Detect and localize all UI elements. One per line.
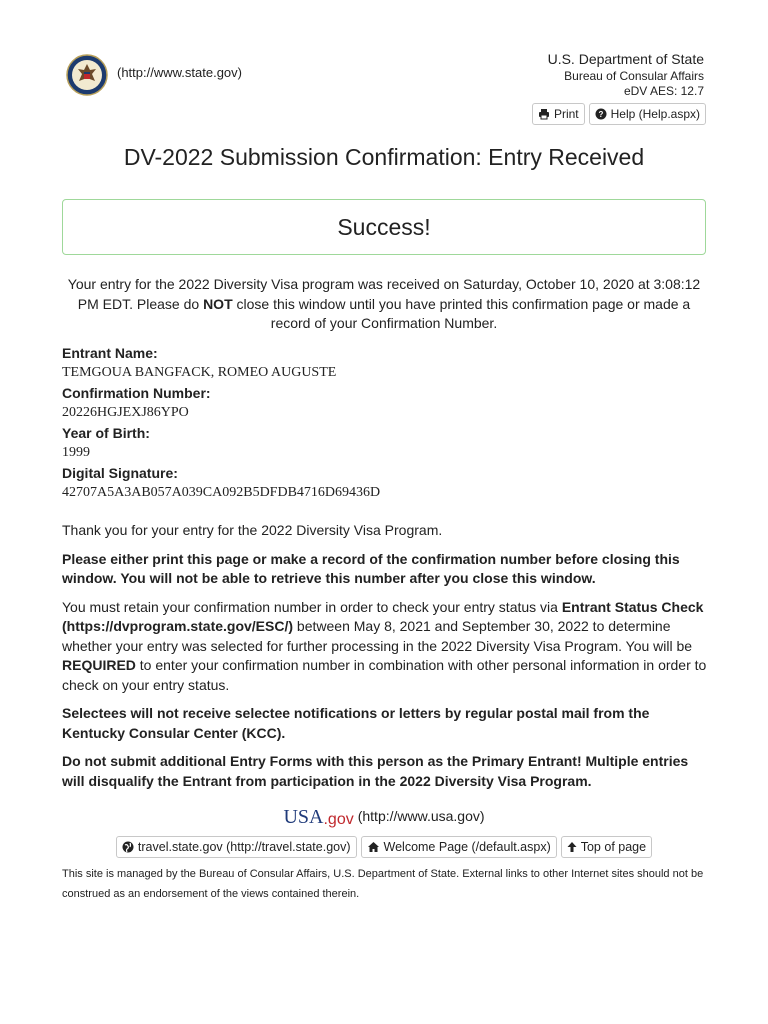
retain-text-3: to enter your confirmation number in combination with other personal information in order to check on your entry status.: [62, 657, 707, 693]
arrow-up-icon: [567, 841, 577, 853]
retain-text-1: You must retain your confirmation number in order to check your entry status via: [62, 598, 562, 615]
help-label: Help (Help.aspx): [610, 107, 700, 121]
multiple-entries-warning: [62, 752, 710, 791]
success-message: Success!: [337, 213, 431, 240]
intro-paragraph: [62, 275, 706, 334]
selectees-notice: [62, 704, 710, 743]
entrant-name-value: TEMGOUA BANGFACK, ROMEO AUGUSTE: [62, 365, 337, 380]
selectees-notice-text: Selectees will not receive selectee notifications or letters by regular postal mail from the Kentucky Consular Center (KCC).: [62, 705, 650, 741]
globe-icon: [122, 841, 134, 853]
multiple-entries-warning-text: Do not submit additional Entry Forms with this person as the Primary Entrant! Multiple entries will disqualify the Entrant from participation in the 2022 Diversity Visa Program.: [62, 753, 689, 789]
department-of-state-seal-icon[interactable]: [66, 54, 108, 96]
intro-text-2: close this window until you have printed this confirmation page or made a record of your Confirmation Number.: [232, 295, 691, 331]
usa-gov-row: [0, 803, 768, 829]
top-label: Top of page: [580, 840, 647, 854]
bureau-name: Bureau of Consular Affairs: [564, 69, 704, 83]
usa-logo-gov: .gov: [323, 811, 354, 828]
print-warning: [62, 550, 710, 589]
print-warning-text: Please either print this page or make a record of the confirmation number before closing this window. You will not be able to retrieve this number after you close this window.: [62, 550, 680, 586]
retain-paragraph: [62, 598, 710, 696]
department-name: U.S. Department of State: [547, 51, 704, 67]
instructions: [62, 521, 710, 800]
print-button[interactable]: [532, 103, 585, 125]
year-of-birth-label: Year of Birth:: [62, 425, 150, 441]
state-gov-link[interactable]: (http://www.state.gov): [117, 65, 242, 80]
success-panel: [62, 199, 706, 255]
home-icon: [367, 841, 380, 853]
entry-details: [62, 343, 706, 503]
welcome-label: Welcome Page (/default.aspx): [383, 840, 551, 854]
app-version: eDV AES: 12.7: [623, 84, 704, 98]
usa-gov-link[interactable]: (http://www.usa.gov): [357, 808, 485, 824]
retain-text-2: between May 8, 2021 and September 30, 2022 to determine whether your entry was selected for further processing in the 2022 Diversity Visa Program. You will be: [62, 618, 693, 654]
help-button[interactable]: [589, 103, 706, 125]
usa-logo-main: USA: [283, 806, 324, 828]
travel-label: travel.state.gov (http://travel.state.gov): [137, 840, 351, 854]
confirmation-number-label: Confirmation Number:: [62, 385, 211, 401]
thank-you-text: Thank you for your entry for the 2022 Diversity Visa Program.: [62, 522, 443, 538]
svg-text:?: ?: [598, 110, 604, 119]
digital-signature-value: 42707A5A3AB057A039CA092B5DFDB4716D69436D: [62, 485, 381, 500]
page-header: [0, 0, 768, 130]
print-label: Print: [553, 107, 579, 121]
top-of-page-button[interactable]: [561, 836, 652, 858]
page-title: DV-2022 Submission Confirmation: Entry Received: [123, 144, 645, 170]
travel-state-gov-button[interactable]: [116, 836, 357, 858]
footer-buttons: [0, 836, 768, 858]
entrant-name-label: Entrant Name:: [62, 345, 158, 361]
intro-text-1: Your entry for the 2022 Diversity Visa program was received on Saturday, October 10, 2020 at 3:08:12 PM EDT. Please do: [67, 276, 701, 312]
department-block: [548, 50, 704, 99]
confirmation-number-value: 20226HGJEXJ86YPO: [62, 405, 189, 420]
welcome-page-button[interactable]: [361, 836, 557, 858]
year-of-birth-value: 1999: [62, 445, 90, 460]
printer-icon: [538, 108, 550, 120]
required-emphasis: REQUIRED: [62, 657, 136, 673]
digital-signature-label: Digital Signature:: [62, 465, 178, 481]
usa-gov-logo[interactable]: [283, 803, 353, 829]
entrant-status-check-link[interactable]: Entrant Status Check (https://dvprogram.state.gov/ESC/): [62, 598, 704, 634]
intro-not-emphasis: NOT: [203, 295, 233, 312]
site-disclaimer: This site is managed by the Bureau of Consular Affairs, U.S. Department of State. External links to other Internet sites should not be construed as an endorsement of the views contained therein.: [62, 868, 704, 900]
question-circle-icon: [595, 108, 607, 120]
header-buttons: [532, 103, 706, 125]
